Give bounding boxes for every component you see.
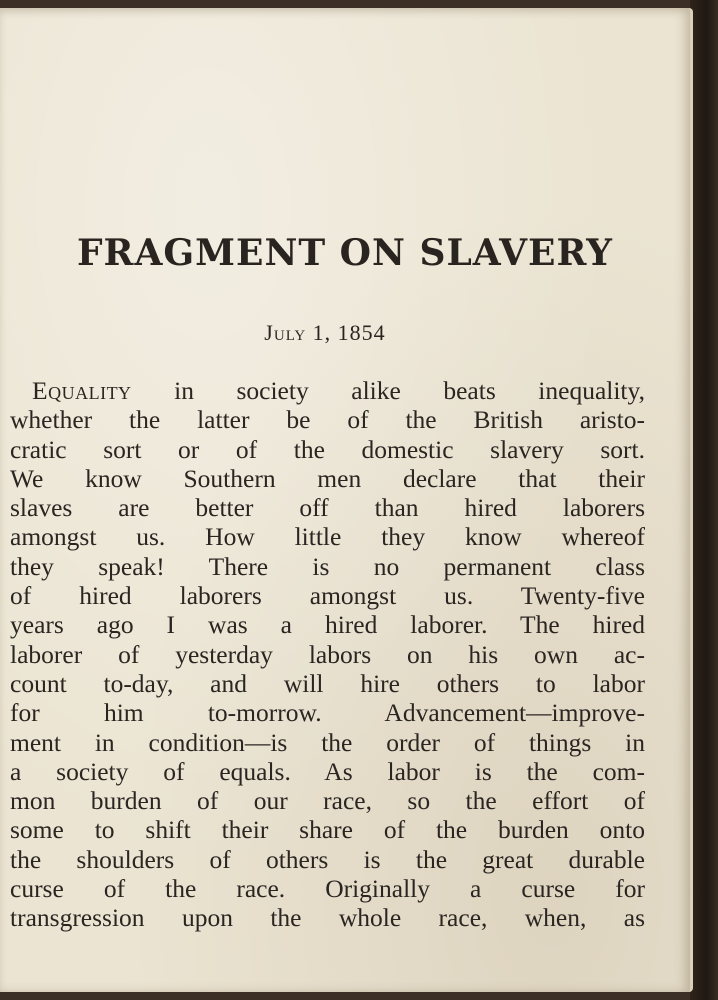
text-line: slaves are better off than hired laborers	[10, 493, 645, 523]
text-line: of hired laborers amongst us. Twenty-five	[10, 581, 645, 611]
text-line-content: in society alike beats inequality,	[131, 376, 645, 405]
date-text: July 1, 1854	[264, 320, 386, 345]
page-title: FRAGMENT ON SLAVERY	[77, 232, 613, 274]
book-edge	[690, 0, 718, 1000]
text-line: a society of equals. As labor is the com-	[10, 756, 645, 786]
text-line: laborer of yesterday labors on his own ac-	[10, 639, 645, 669]
text-line: whether the latter be of the British aristo-	[10, 405, 645, 435]
date-heading	[0, 320, 650, 346]
text-line: ment in condition—is the order of things in	[10, 727, 645, 757]
text-line: some to shift their share of the burden onto	[10, 815, 645, 845]
text-line: amongst us. How little they know whereof	[10, 522, 645, 552]
text-line: curse of the race. Originally a curse for	[10, 874, 645, 904]
body-paragraph	[10, 376, 645, 933]
text-line: they speak! There is no permanent class	[10, 551, 645, 581]
text-line: count to-day, and will hire others to labor	[10, 668, 645, 698]
text-line	[10, 376, 645, 405]
text-line: cratic sort or of the domestic slavery sort.	[10, 434, 645, 464]
text-line: mon burden of our race, so the effort of	[10, 786, 645, 816]
text-line: years ago I was a hired laborer. The hired	[10, 610, 645, 640]
text-line: the shoulders of others is the great durable	[10, 844, 645, 874]
text-line: for him to-morrow. Advancement—improve-	[10, 698, 645, 728]
text-line: We know Southern men declare that their	[10, 463, 645, 493]
lead-word: Equality	[32, 376, 132, 405]
text-line: transgression upon the whole race, when, as	[10, 903, 645, 933]
